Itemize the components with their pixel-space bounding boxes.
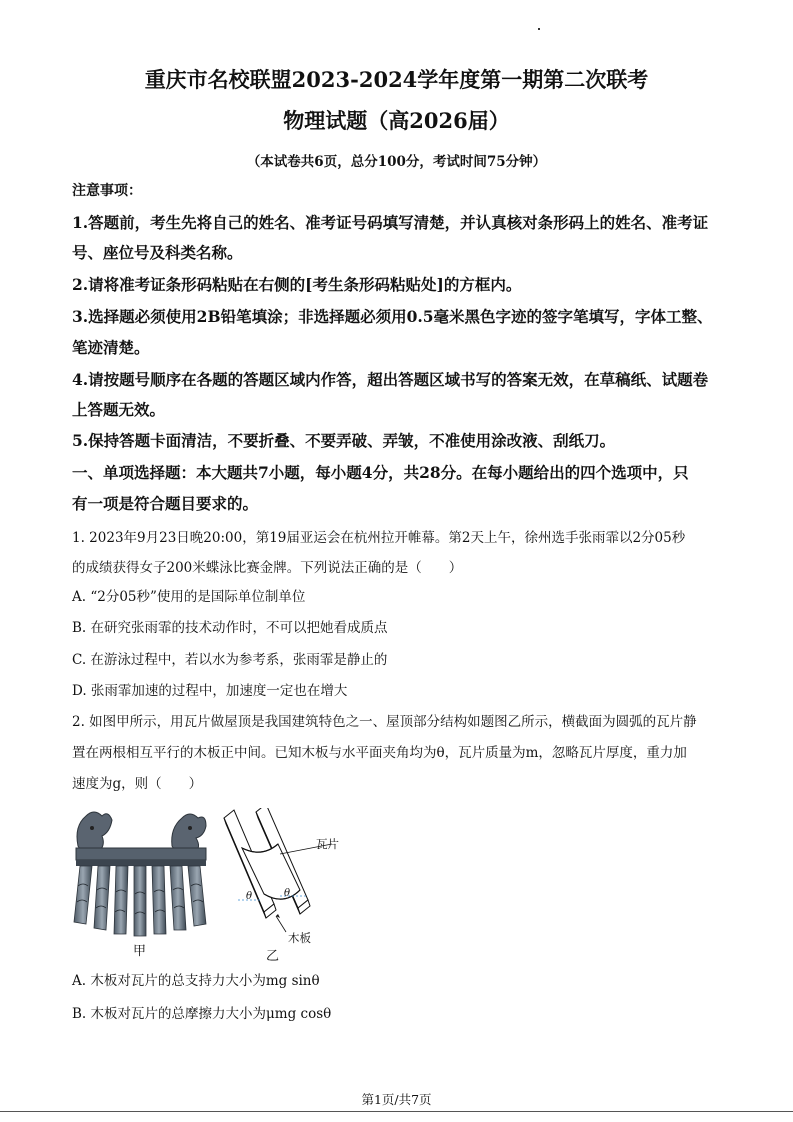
scan-dot: [538, 28, 540, 30]
label-board: 木板: [288, 931, 311, 945]
bottom-rule: [0, 1111, 793, 1112]
question-2-option-a: A. 木板对瓦片的总支持力大小为mg sinθ: [72, 973, 320, 989]
exam-subtitle: 物理试题（高2026届）: [283, 108, 510, 133]
question-1-option-a: A. “2分05秒”使用的是国际单位制单位: [72, 589, 306, 605]
notice-line: 2.请将准考证条形码粘贴在右侧的[考生条形码粘贴处]的方框内。: [72, 275, 522, 294]
question-2-stem: 2. 如图甲所示，用瓦片做屋顶是我国建筑特色之一、屋顶部分结构如题图乙所示，横截面为圆弧的瓦片静: [72, 714, 697, 730]
notice-line: 上答题无效。: [72, 400, 166, 419]
question-1-option-d: D. 张雨霏加速的过程中，加速度一定也在增大: [72, 683, 348, 699]
exam-title: 重庆市名校联盟2023-2024学年度第一期第二次联考: [144, 67, 649, 92]
notice-line: 4.请按题号顺序在各题的答题区域内作答，超出答题区域书写的答案无效，在草稿纸、试题卷: [72, 370, 709, 389]
label-theta-left: θ: [246, 891, 253, 902]
notice-line: 笔迹清楚。: [72, 338, 150, 357]
figure-label-jia: 甲: [133, 944, 147, 959]
label-theta-right: θ: [284, 888, 291, 899]
notice-line: 1.答题前，考生先将自己的姓名、准考证号码填写清楚，并认真核对条形码上的姓名、准考证: [72, 213, 709, 232]
question-1-stem-cont: 的成绩获得女子200米蝶泳比赛金牌。下列说法正确的是（ ）: [72, 560, 463, 576]
section-heading: 一、单项选择题：本大题共7小题，每小题4分，共28分。在每小题给出的四个选项中，只: [72, 463, 689, 482]
roof-tiles-figure: [72, 806, 212, 940]
exam-info: （本试卷共6页，总分100分，考试时间75分钟）: [246, 154, 547, 170]
question-2-stem-cont: 置在两根相互平行的木板正中间。已知木板与水平面夹角均为θ，瓦片质量为m，忽略瓦片厚度，重力加: [72, 745, 687, 761]
question-1-option-b: B. 在研究张雨霏的技术动作时，不可以把她看成质点: [72, 620, 388, 636]
question-1-stem: 1. 2023年9月23日晚20:00，第19届亚运会在杭州拉开帷幕。第2天上午，徐州选手张雨霏以2分05秒: [72, 530, 686, 546]
tile-on-boards-figure: [222, 808, 352, 948]
notice-line: 号、座位号及科类名称。: [72, 243, 243, 262]
notice-heading: 注意事项：: [72, 183, 142, 199]
notice-line: 5.保持答题卡面清洁，不要折叠、不要弄破、弄皱，不准使用涂改液、刮纸刀。: [72, 431, 616, 450]
section-heading-cont: 有一项是符合题目要求的。: [72, 494, 259, 513]
notice-line: 3.选择题必须使用2B铅笔填涂；非选择题必须用0.5毫米黑色字迹的签字笔填写，字体工整、: [72, 307, 713, 326]
question-1-option-c: C. 在游泳过程中，若以水为参考系，张雨霏是静止的: [72, 652, 388, 668]
question-2-option-b: B. 木板对瓦片的总摩擦力大小为μmg cosθ: [72, 1006, 332, 1022]
figure-label-yi: 乙: [266, 949, 280, 964]
page-number: 第1页/共7页: [361, 1092, 432, 1107]
question-2-stem-end: 速度为g，则（ ）: [72, 776, 203, 792]
label-tile: 瓦片: [316, 837, 339, 851]
